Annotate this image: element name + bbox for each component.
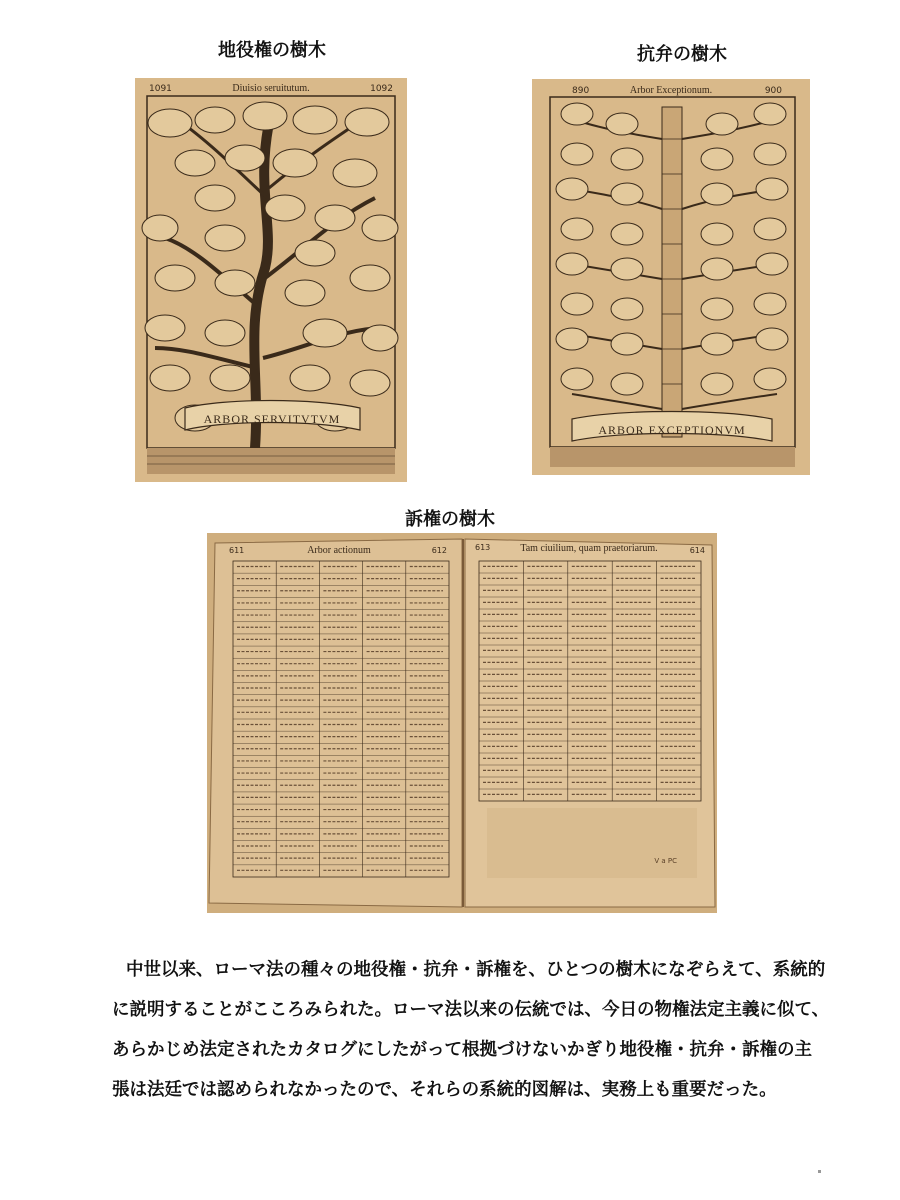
paragraph-line: 張は法廷では認められなかったので、それらの系統的図解は、実務上も重要だった。 bbox=[112, 1080, 777, 1100]
right-page-number: 613 bbox=[475, 543, 491, 552]
banner-text: ARBOR SERVITVTVM bbox=[203, 412, 341, 426]
paragraph-line: 中世以来、ローマ法の種々の地役権・抗弁・訴権を、ひとつの樹木になぞらえて、系統的 bbox=[126, 960, 826, 980]
header-left-number: 1091 bbox=[149, 84, 172, 94]
banner-text: ARBOR EXCEPTIONVM bbox=[598, 423, 746, 437]
left-page-title: Arbor actionum bbox=[307, 545, 371, 556]
right-page-table bbox=[479, 561, 701, 801]
header-right-number: 1092 bbox=[370, 84, 393, 94]
caption-actionum: 訴権の樹木 bbox=[405, 509, 495, 530]
right-page-right-number: 614 bbox=[689, 546, 705, 555]
header-left-number: 890 bbox=[572, 86, 590, 96]
page-signature: V a PC bbox=[654, 857, 677, 865]
left-page-right-number: 612 bbox=[431, 546, 447, 555]
header-right-number: 900 bbox=[764, 86, 782, 96]
arbor-servitutum-plate bbox=[135, 78, 407, 482]
caption-exceptionum: 抗弁の樹木 bbox=[637, 44, 727, 65]
paragraph-line: あらかじめ法定されたカタログにしたがって根拠づけないかぎり地役権・抗弁・訴権の主 bbox=[112, 1040, 812, 1060]
header-title: Diuisio seruitutum. bbox=[232, 83, 310, 94]
right-page-title: Tam ciuilium, quam praetoriarum. bbox=[520, 543, 658, 554]
arbor-exceptionum-plate bbox=[532, 79, 810, 475]
stray-mark bbox=[818, 1170, 821, 1173]
paragraph-line: に説明することがこころみられた。ローマ法以来の伝統では、今日の物権法定主義に似て、 bbox=[112, 1000, 830, 1020]
left-page-number: 611 bbox=[229, 546, 245, 555]
header-title: Arbor Exceptionum. bbox=[629, 85, 713, 96]
description-paragraph bbox=[112, 950, 852, 1110]
caption-servitutum: 地役権の樹木 bbox=[218, 40, 326, 61]
arbor-actionum-plate bbox=[207, 533, 717, 913]
